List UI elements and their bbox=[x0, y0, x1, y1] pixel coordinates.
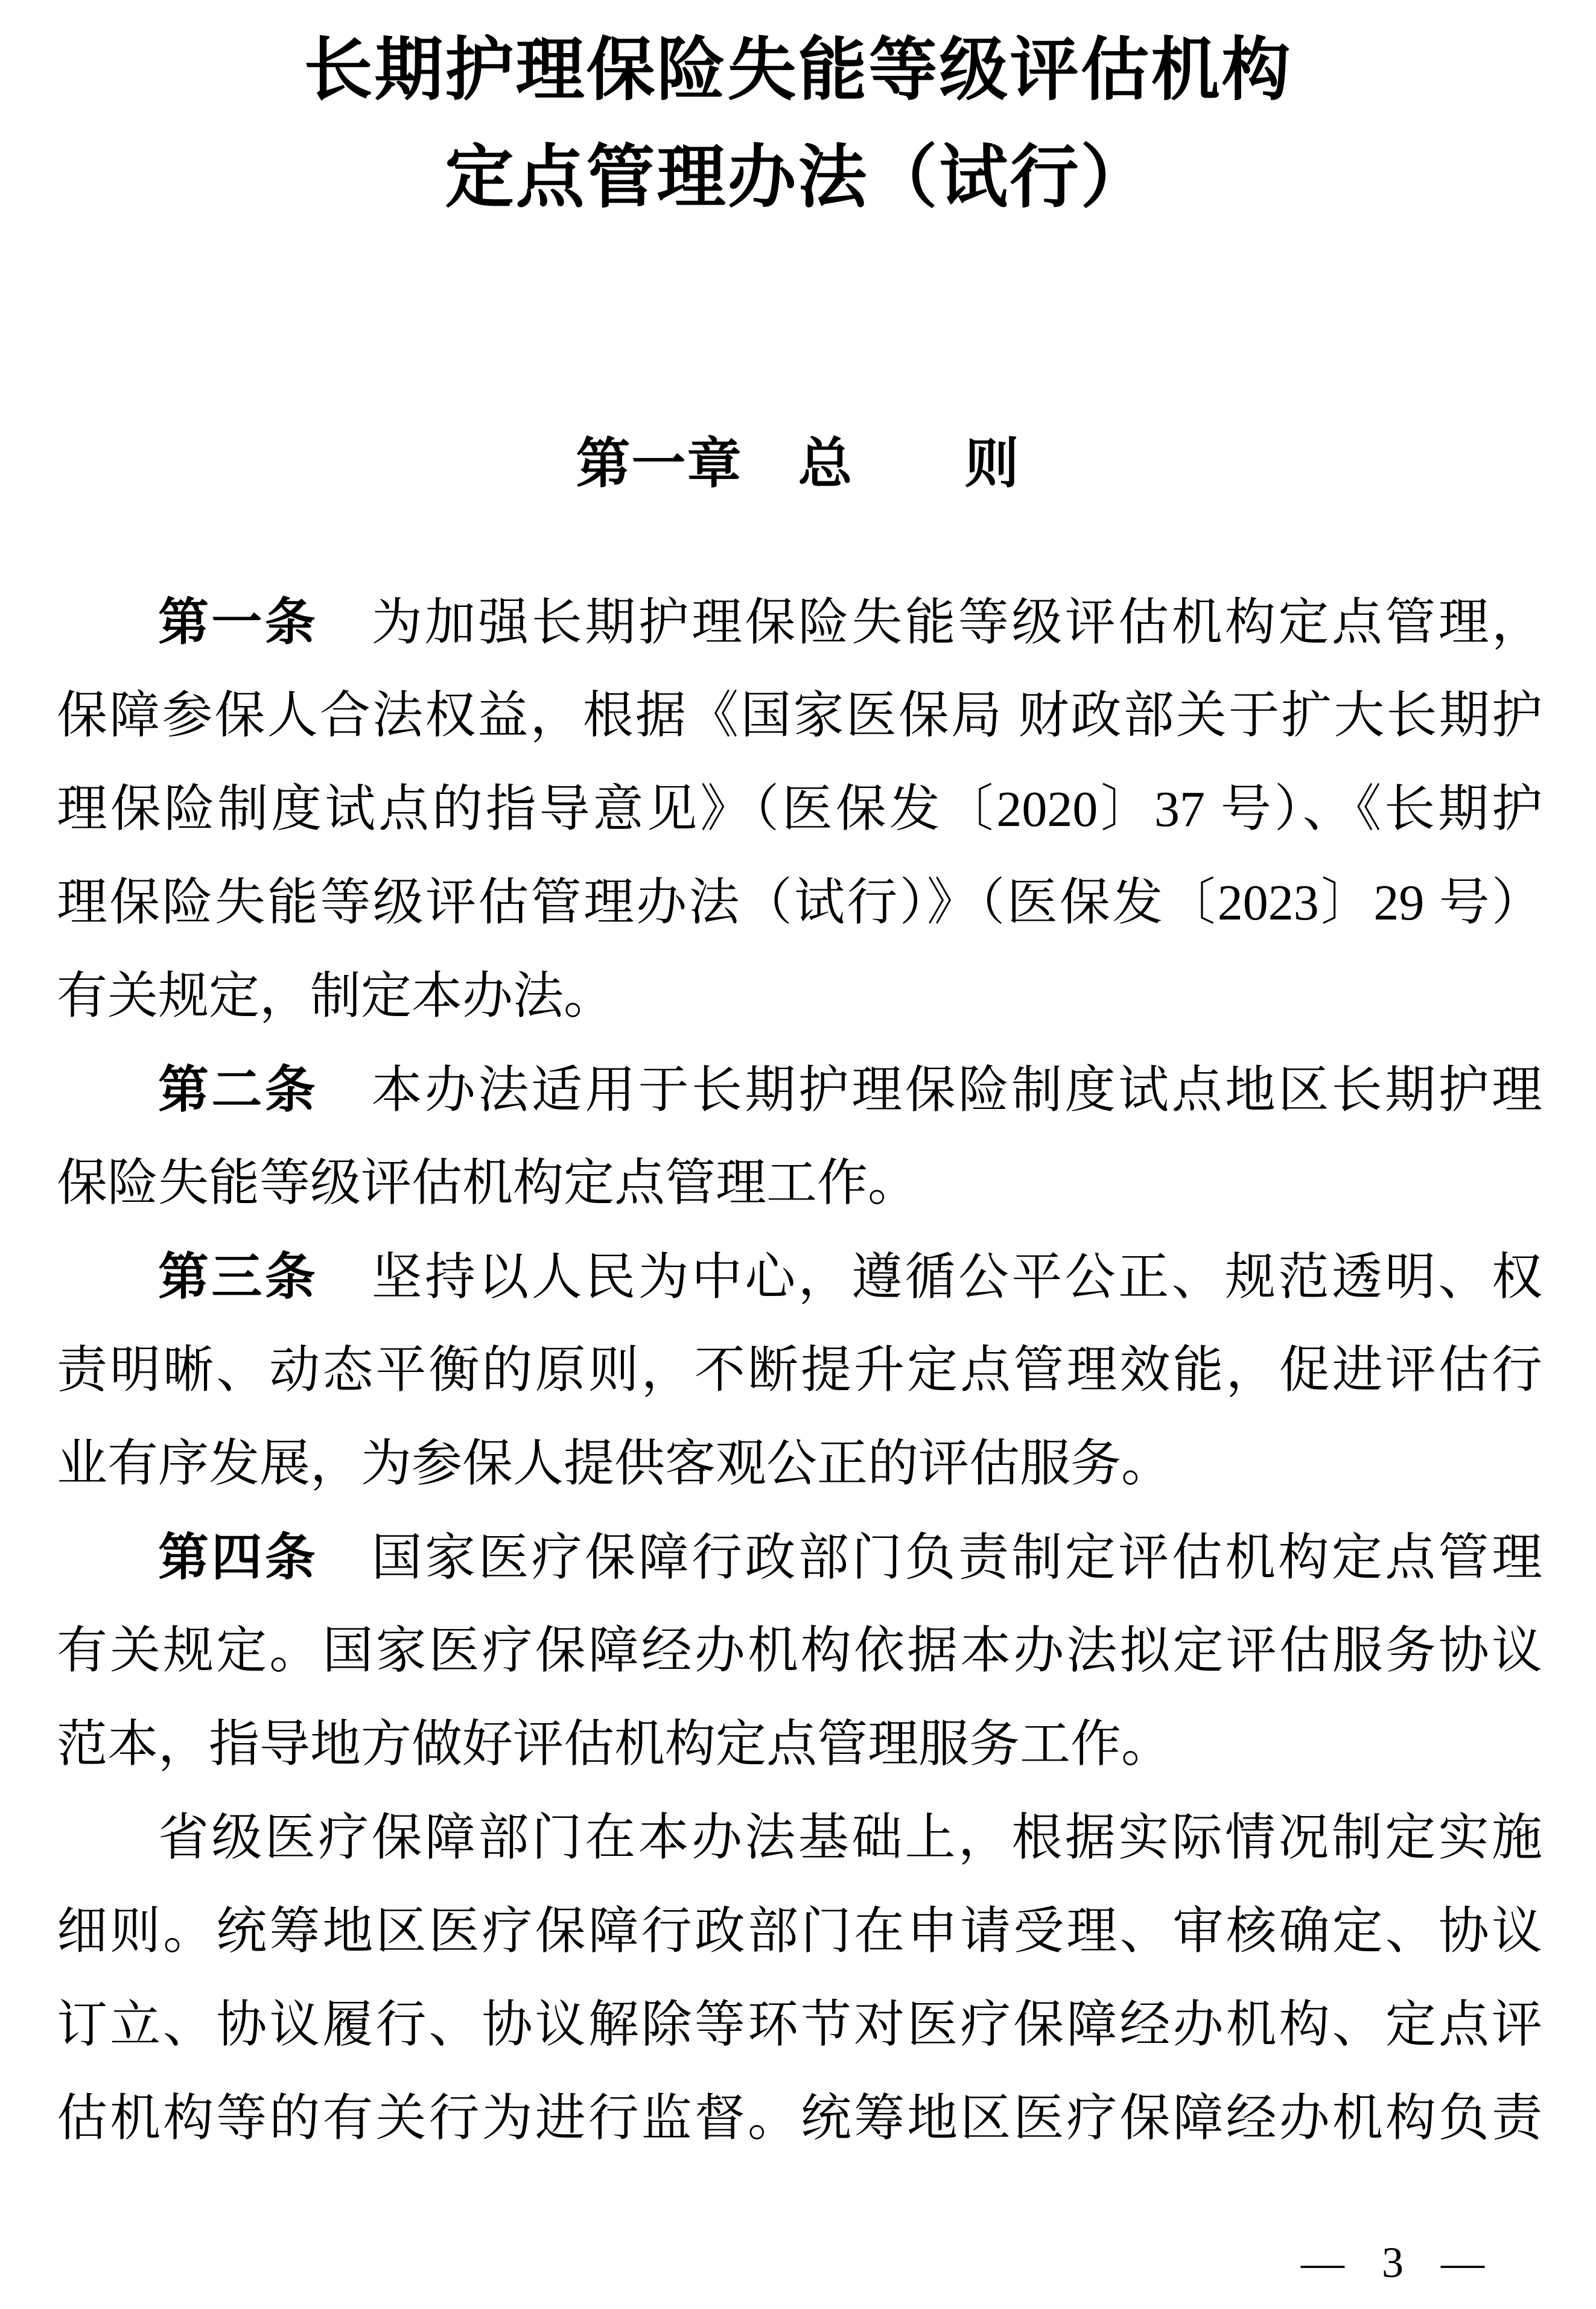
line-text: 有关规定，制定本办法。 bbox=[57, 968, 615, 1024]
page-number: — 3 — bbox=[1301, 2238, 1484, 2287]
document-title bbox=[0, 17, 1596, 232]
article-number: 第四条 bbox=[158, 1529, 319, 1586]
line-text: 范本，指导地方做好评估机构定点管理服务工作。 bbox=[57, 1717, 1172, 1773]
line-text: 理保险失能等级评估管理办法（试行）》（医保发〔2023〕29 号） bbox=[57, 875, 1542, 931]
line-text: 国家医疗保障行政部门负责制定评估机构定点管理 bbox=[318, 1530, 1542, 1586]
line-text: 细则。统筹地区医疗保障行政部门在申请受理、审核确定、协议 bbox=[57, 1904, 1542, 1960]
body-line bbox=[57, 2072, 1542, 2165]
body-line bbox=[57, 669, 1542, 763]
body-line bbox=[57, 1511, 1542, 1604]
line-text: 业有序发展，为参保人提供客观公正的评估服务。 bbox=[57, 1436, 1172, 1492]
body-line bbox=[57, 1791, 1542, 1885]
body-line bbox=[57, 576, 1542, 669]
body-line bbox=[57, 1137, 1542, 1230]
body-line bbox=[57, 1324, 1542, 1417]
line-text: 理保险制度试点的指导意见》（医保发〔2020〕37 号）、《长期护 bbox=[57, 781, 1542, 837]
body-line bbox=[57, 856, 1542, 950]
body-line bbox=[57, 1978, 1542, 2072]
line-text: 为加强长期护理保险失能等级评估机构定点管理， bbox=[318, 595, 1542, 651]
line-text: 责明晰、动态平衡的原则，不断提升定点管理效能，促进评估行 bbox=[57, 1342, 1542, 1399]
line-text: 保险失能等级评估机构定点管理工作。 bbox=[57, 1155, 919, 1212]
line-text: 有关规定。国家医疗保障经办机构依据本办法拟定评估服务协议 bbox=[57, 1623, 1542, 1679]
line-text: 本办法适用于长期护理保险制度试点地区长期护理 bbox=[318, 1062, 1542, 1119]
body-line bbox=[57, 1604, 1542, 1698]
article-number: 第二条 bbox=[158, 1061, 319, 1118]
body-line bbox=[57, 1043, 1542, 1137]
body-line bbox=[57, 1230, 1542, 1324]
body-line bbox=[57, 1417, 1542, 1511]
line-text: 估机构等的有关行为进行监督。统筹地区医疗保障经办机构负责 bbox=[57, 2091, 1542, 2147]
body-line bbox=[57, 1698, 1542, 1791]
body-line bbox=[57, 950, 1542, 1043]
document-body bbox=[57, 576, 1542, 2165]
line-text: 省级医疗保障部门在本办法基础上，根据实际情况制定实施 bbox=[158, 1810, 1542, 1866]
article-number: 第一条 bbox=[158, 594, 319, 650]
line-text: 保障参保人合法权益，根据《国家医保局 财政部关于扩大长期护 bbox=[57, 688, 1542, 744]
article-number: 第三条 bbox=[158, 1248, 319, 1305]
body-line bbox=[57, 763, 1542, 856]
body-line bbox=[57, 1885, 1542, 1978]
line-text: 订立、协议履行、协议解除等环节对医疗保障经办机构、定点评 bbox=[57, 1997, 1542, 2053]
line-text: 坚持以人民为中心，遵循公平公正、规范透明、权 bbox=[318, 1250, 1542, 1306]
chapter-heading: 第一章 总 则 bbox=[576, 434, 1020, 494]
title-line-2: 定点管理办法（试行） bbox=[445, 139, 1151, 216]
title-line-1: 长期护理保险失能等级评估机构 bbox=[304, 32, 1292, 109]
